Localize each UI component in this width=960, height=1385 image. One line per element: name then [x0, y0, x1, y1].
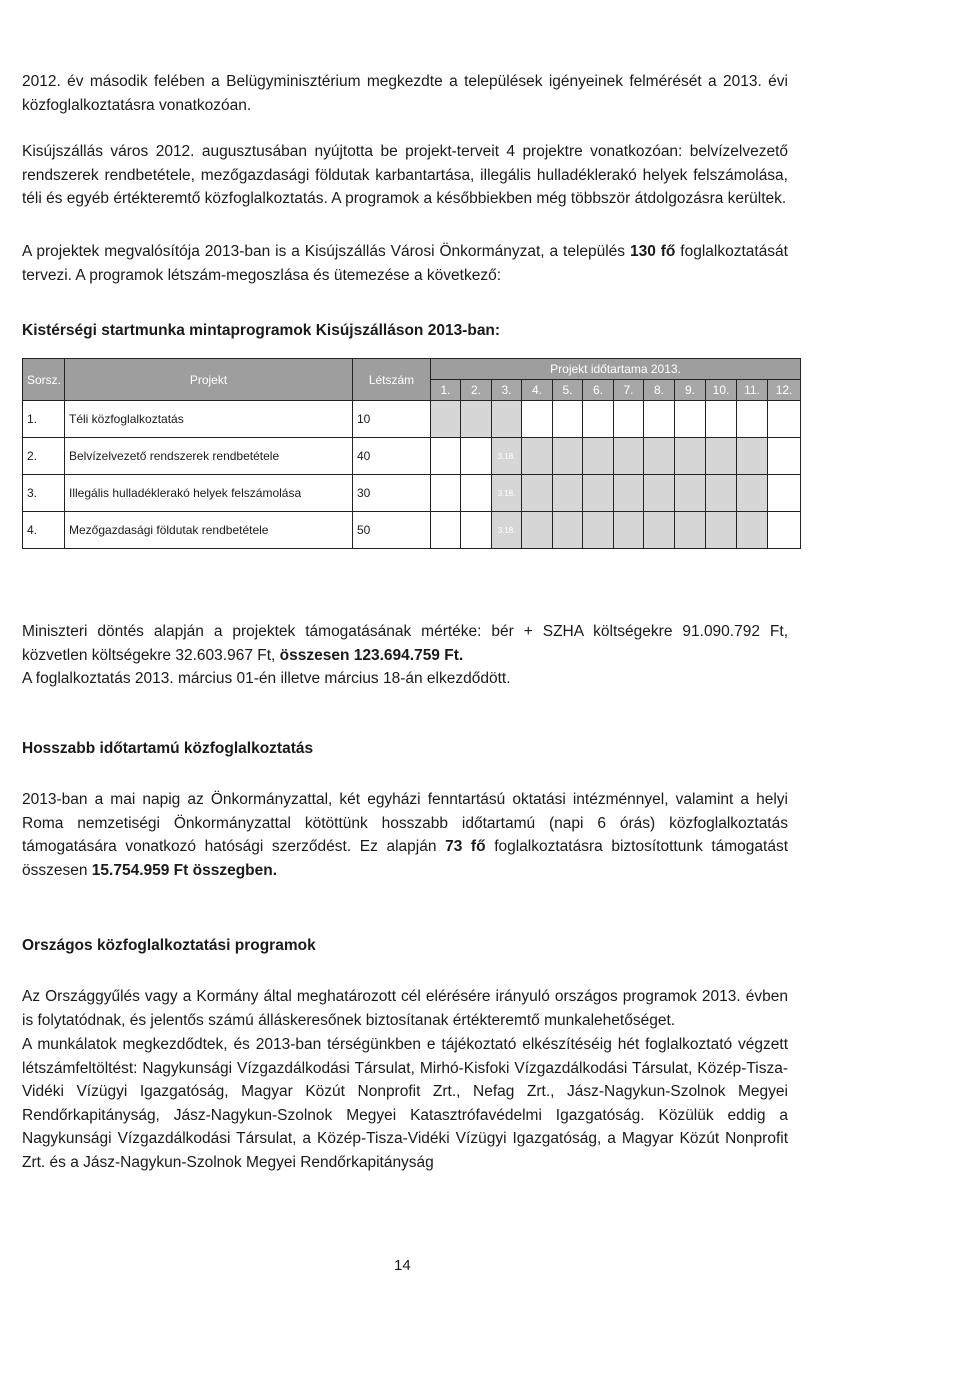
month-header: 3.: [492, 380, 522, 401]
month-header: 12.: [768, 380, 801, 401]
month-header: 2.: [461, 380, 492, 401]
month-cell-active: [522, 475, 553, 512]
long-term-text-c: foglalkoztatásra biztosítottunk támogatást összesen: [22, 838, 788, 879]
funding-paragraph: [22, 620, 788, 691]
table-row: [23, 438, 801, 475]
month-cell-empty: [706, 401, 737, 438]
month-cell-active: [644, 475, 675, 512]
month-header: 1.: [431, 380, 461, 401]
month-cell-active: 3.18.: [492, 438, 522, 475]
month-cell-active: [706, 512, 737, 549]
intro-p3-headcount: 130 fő: [629, 243, 676, 260]
cell-letszam: 40: [353, 438, 431, 475]
cell-projekt: Belvízelvezető rendszerek rendbetétele: [65, 438, 353, 475]
national-paragraph-1: Az Országgyűlés vagy a Kormány által meghatározott cél elérésére irányuló országos programok 2013. évben is folytatódnak, és jelentős számú álláskeresőnek biztosítanak értékteremtő munkalehetőséget.: [22, 988, 788, 1029]
month-cell-active: [614, 475, 644, 512]
month-cell-active: [583, 438, 614, 475]
month-cell-active: [675, 438, 706, 475]
month-cell-empty: [675, 401, 706, 438]
month-header: 10.: [706, 380, 737, 401]
cell-letszam: 10: [353, 401, 431, 438]
month-cell-empty: [553, 401, 583, 438]
month-cell-empty: [737, 401, 768, 438]
month-cell-active: [675, 512, 706, 549]
month-cell-active: [492, 401, 522, 438]
month-header: 11.: [737, 380, 768, 401]
month-cell-active: [553, 438, 583, 475]
cell-sorsz: 2.: [23, 438, 65, 475]
project-schedule-table: [22, 358, 801, 549]
month-header: 9.: [675, 380, 706, 401]
long-term-text-a: 2013-ban a mai napig az Önkormányzattal, két egyházi fenntartású oktatási intézménnyel, valamint a helyi Roma nemzetiségi Önkormányzattal kötöttünk hosszabb időtartamú (napi 6 órás) közfoglalkoztatás támogatására vonatkozó hatósági szerződést. Ez alapján: [22, 791, 788, 855]
month-cell-empty: [522, 401, 553, 438]
month-cell-active: [675, 475, 706, 512]
page-number: 14: [394, 1257, 411, 1274]
month-cell-active: [583, 475, 614, 512]
header-sorsz: Sorsz.: [23, 359, 65, 401]
table-title: Kistérségi startmunka mintaprogramok Kisújszálláson 2013-ban:: [22, 322, 501, 339]
month-header: 8.: [644, 380, 675, 401]
month-cell-empty: [431, 438, 461, 475]
intro-paragraph-3: [22, 240, 788, 287]
month-cell-active: [644, 438, 675, 475]
cell-letszam: 30: [353, 475, 431, 512]
month-cell-active: [737, 512, 768, 549]
intro-paragraph-1: 2012. év második felében a Belügyminisztérium megkezdte a települések igényeinek felmérését a 2013. évi közfoglalkoztatásra vonatkozóan.: [22, 73, 788, 114]
funding-total: összesen 123.694.759 Ft.: [279, 646, 464, 664]
month-cell-active: [431, 401, 461, 438]
month-cell-empty: [461, 475, 492, 512]
intro-paragraph-2: Kisújszállás város 2012. augusztusában nyújtotta be projekt-terveit 4 projektre vonatkozóan: belvízelvezető rendszerek rendbetétele, mezőgazdasági földutak karbantartása, illegális hulladéklerakó helyek felszámolása, téli és egyéb értékteremtő közfoglalkoztatás. A programok a későbbiekben még többször átdolgozásra kerültek.: [22, 143, 788, 207]
section-heading-long-term: Hosszabb időtartamú közfoglalkoztatás: [22, 740, 314, 757]
national-paragraph-2: A munkálatok megkezdődtek, és 2013-ban térségünkben e tájékoztató elkészítéséig hét foglalkoztató végzett létszámfeltöltést: Nagykunsági Vízgazdálkodási Társulat, Mirhó-Kisfoki Vízgazdálkodási Társulat, Közép-Tisza-Vidéki Vízügyi Igazgatóság, Magyar Közút Nonprofit Zrt., Nefag Zrt., Jász-Nagykun-Szolnok Megyei Rendőrkapitányság, Jász-Nagykun-Szolnok Megyei Katasztrófavédelmi Igazgatóság. Közülük eddig a Nagykunsági Vízgazdálkodási Társulat, a Közép-Tisza-Vidéki Vízügyi Igazgatóság, a Magyar Közút Nonprofit Zrt. és a Jász-Nagykun-Szolnok Megyei Rendőrkapitányság: [22, 1036, 788, 1171]
month-cell-active: [522, 512, 553, 549]
month-cell-active: [553, 512, 583, 549]
intro-p3-text-c: foglalkoztatását tervezi. A programok létszám-megoszlása és ütemezése a következő:: [22, 243, 788, 284]
month-cell-empty: [768, 438, 801, 475]
month-cell-empty: [768, 475, 801, 512]
table-row: [23, 512, 801, 549]
long-term-headcount: 73 fő: [445, 838, 486, 855]
intro-p3-text-a: A projektek megvalósítója 2013-ban is a Kisújszállás Városi Önkormányzat, a település: [22, 243, 630, 260]
month-cell-active: [706, 475, 737, 512]
month-cell-active: [737, 438, 768, 475]
month-cell-active: [706, 438, 737, 475]
funding-text: Miniszteri döntés alapján a projektek támogatásának mértéke: bér + SZHA költségekre 91.090.792 Ft, közvetlen költségekre 32.603.967 Ft,: [22, 623, 788, 664]
month-cell-active: [461, 401, 492, 438]
month-header: 7.: [614, 380, 644, 401]
section-heading-national: Országos közfoglalkoztatási programok: [22, 937, 316, 954]
month-cell-empty: [461, 438, 492, 475]
month-cell-active: [737, 475, 768, 512]
month-header: 5.: [553, 380, 583, 401]
table-row: [23, 475, 801, 512]
cell-sorsz: 4.: [23, 512, 65, 549]
month-cell-empty: [644, 401, 675, 438]
funding-start-date: A foglalkoztatás 2013. március 01-én illetve március 18-án elkezdődött.: [22, 670, 511, 687]
month-cell-empty: [583, 401, 614, 438]
month-cell-empty: [461, 512, 492, 549]
cell-sorsz: 3.: [23, 475, 65, 512]
table-row: [23, 401, 801, 438]
header-letszam: Létszám: [353, 359, 431, 401]
month-cell-active: [553, 475, 583, 512]
month-cell-active: [522, 438, 553, 475]
month-cell-active: [644, 512, 675, 549]
long-term-paragraph: [22, 788, 788, 882]
cell-letszam: 50: [353, 512, 431, 549]
month-cell-empty: [614, 401, 644, 438]
month-cell-active: 3.18.: [492, 475, 522, 512]
month-cell-active: [614, 438, 644, 475]
month-cell-empty: [768, 401, 801, 438]
month-cell-empty: [768, 512, 801, 549]
month-cell-empty: [431, 512, 461, 549]
month-cell-empty: [431, 475, 461, 512]
cell-projekt: Téli közfoglalkoztatás: [65, 401, 353, 438]
header-projekt: Projekt: [65, 359, 353, 401]
cell-projekt: Mezőgazdasági földutak rendbetétele: [65, 512, 353, 549]
long-term-amount: 15.754.959 Ft összegben.: [91, 861, 278, 879]
month-header: 4.: [522, 380, 553, 401]
month-cell-active: 3.18.: [492, 512, 522, 549]
month-cell-active: [614, 512, 644, 549]
header-idotartam: Projekt időtartama 2013.: [431, 359, 801, 380]
cell-projekt: Illegális hulladéklerakó helyek felszámolása: [65, 475, 353, 512]
month-cell-active: [583, 512, 614, 549]
cell-sorsz: 1.: [23, 401, 65, 438]
month-header: 6.: [583, 380, 614, 401]
